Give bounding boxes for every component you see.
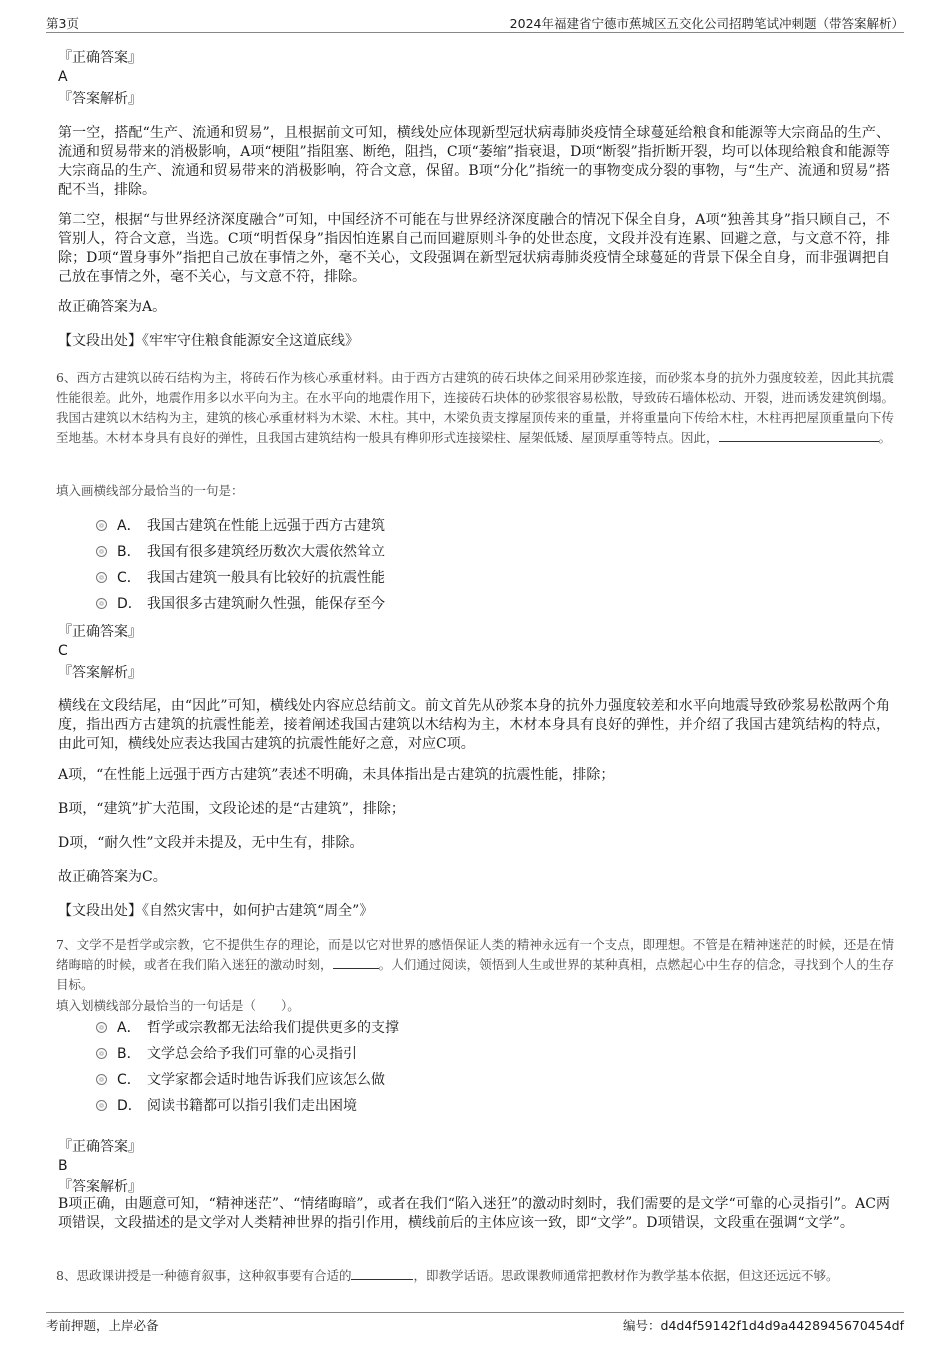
analysis-paragraph: D项，“耐久性”文段并未提及，无中生有，排除。: [58, 835, 364, 851]
correct-answer-label: 『正确答案』: [58, 1139, 142, 1155]
question-prompt: 填入画横线部分最恰当的一句是：: [56, 483, 244, 498]
radio-icon[interactable]: [96, 572, 107, 583]
source-citation: 【文段出处】《自然灾害中，如何护古建筑“周全”》: [58, 903, 374, 919]
analysis-paragraph: 第一空，搭配“生产、流通和贸易”，且根据前文可知，横线处应体现新型冠状病毒肺炎疫情全球蔓延给粮食和能源等大宗商品的生产、流通和贸易带来的消极影响，A项“梗阻”指阻塞、断绝，阻挡，C项“萎缩”指衰退，D项“断裂”指折断开裂，均可以体现给粮食和能源等大宗商品的生产、流通和贸易带来的消极影响，符合文意，保留。B项“分化”指统一的事物变成分裂的事物，与“生产、流通和贸易”搭配不当，排除。: [58, 125, 890, 198]
option-b[interactable]: B． 我国有很多建筑经历数次大震依然耸立: [96, 542, 385, 562]
radio-icon[interactable]: [96, 1100, 107, 1111]
analysis-paragraph: A项，“在性能上远强于西方古建筑”表述不明确，未具体指出是古建筑的抗震性能，排除；: [58, 767, 615, 783]
analysis-label: 『答案解析』: [58, 1179, 142, 1195]
correct-answer-label: 『正确答案』: [58, 50, 142, 66]
correct-answer-label: 『正确答案』: [58, 624, 142, 640]
radio-icon[interactable]: [96, 546, 107, 557]
question-text: 6、西方古建筑以砖石结构为主，将砖石作为核心承重材料。由于西方古建筑的砖石块体之间采用砂浆连接，而砂浆本身的抗外力强度较差，因此其抗震性能很差。此外，地震作用多以水平向为主。在水平向的地震作用下，连接砖石块体的砂浆很容易松散，导致砖石墙体松动、开裂，进而诱发建筑倒塌。我国古建筑以木结构为主，建筑的核心承重材料为木梁、木柱。其中，木梁负责支撑屋顶传来的重量，并将重量向下传给木柱，木柱再把屋顶重量向下传至地基。木材本身具有良好的弹性，且我国古建筑结构一般具有榫卯形式连接梁柱、屋架低矮、屋顶厚重等特点。因此，: [56, 370, 894, 445]
correct-answer-value: A: [58, 69, 68, 85]
option-a[interactable]: A． 哲学或宗教都无法给我们提供更多的支撑: [96, 1018, 399, 1038]
question-7-stem: 7、文学不是哲学或宗教，它不提供生存的理论，而是以它对世界的感悟保证人类的精神永远有一个支点，即理想。不管是在精神迷茫的时候，还是在情绪晦暗的时候，或者在我们陷入迷狂的激动时刻， 。人们通过阅读，领悟到人生或世界的某种真相，点燃起心中生存的信念，寻找到个人的生存目标。: [56, 937, 894, 992]
source-citation: 【文段出处】《牢牢守住粮食能源安全这道底线》: [58, 333, 359, 349]
radio-icon[interactable]: [96, 598, 107, 609]
analysis-paragraph: 横线在文段结尾，由“因此”可知，横线处内容应总结前文。前文首先从砂浆本身的抗外力强度较差和水平向地震导致砂浆易松散两个角度，指出西方古建筑的抗震性能差，接着阐述我国古建筑以木结构为主，木材本身具有良好的弹性，并介绍了我国古建筑结构的特点，由此可知，横线处应表达我国古建筑的抗震性能好之意，对应C项。: [58, 698, 890, 752]
conclusion-text: 故正确答案为C。: [58, 869, 167, 885]
option-d[interactable]: D． 阅读书籍都可以指引我们走出困境: [96, 1096, 357, 1116]
analysis-paragraph: B项，“建筑”扩大范围，文段论述的是“古建筑”，排除；: [58, 801, 405, 817]
analysis-paragraph: B项正确，由题意可知，“精神迷茫”、“情绪晦暗”，或者在我们“陷入迷狂”的激动时刻时，我们需要的是文学“可靠的心灵指引”。AC两项错误，文段描述的是文学对人类精神世界的指引作用，横线前后的主体应该一致，即“文学”。D项错误，文段重在强调“文学”。: [58, 1196, 890, 1231]
option-c[interactable]: C． 文学家都会适时地告诉我们应该怎么做: [96, 1070, 385, 1090]
question-prompt: 填入划横线部分最恰当的一句话是（ ）。: [56, 998, 300, 1013]
question-text: 7、文学不是哲学或宗教，它不提供生存的理论，而是以它对世界的感悟保证人类的精神永远有一个支点，即理想。不管是在精神迷茫的时候，还是在情绪晦暗的时候，或者在我们陷入迷狂的激动时刻，: [56, 937, 894, 972]
radio-icon[interactable]: [96, 1074, 107, 1085]
question-text: 8、思政课讲授是一种德育叙事，这种叙事要有合适的: [56, 1268, 352, 1283]
question-8-stem: 8、思政课讲授是一种德育叙事，这种叙事要有合适的 ，即教学话语。思政课教师通常把教材作为教学基本依据，但这还远远不够。: [56, 1268, 839, 1283]
fill-blank: [719, 428, 879, 442]
page-footer: [46, 1312, 904, 1333]
page-header: [46, 12, 904, 33]
radio-icon[interactable]: [96, 1022, 107, 1033]
conclusion-text: 故正确答案为A。: [58, 299, 167, 315]
document-title: 2024年福建省宁德市蕉城区五交化公司招聘笔试冲刺题（带答案解析）: [509, 16, 904, 31]
analysis-label: 『答案解析』: [58, 665, 142, 681]
analysis-paragraph: 第二空，根据“与世界经济深度融合”可知，中国经济不可能在与世界经济深度融合的情况下保全自身，A项“独善其身”指只顾自己，不管别人，符合文意，当选。C项“明哲保身”指因怕连累自己而回避原则斗争的处世态度，文段并没有连累、回避之意，与文意不符，排除；D项“置身事外”指把自己放在事情之外，毫不关心，文段强调在新型冠状病毒肺炎疫情全球蔓延的背景下保全自身，而非强调把自己放在事情之外，毫不关心，与文意不符，排除。: [58, 212, 890, 285]
radio-icon[interactable]: [96, 1048, 107, 1059]
page-number: 第3页: [46, 16, 79, 31]
option-a[interactable]: A． 我国古建筑在性能上远强于西方古建筑: [96, 516, 385, 536]
footer-slogan: 考前押题，上岸必备: [46, 1318, 159, 1333]
correct-answer-value: B: [58, 1158, 68, 1174]
document-code: 编号：d4d4f59142f1d4d9a4428945670454df: [623, 1318, 904, 1333]
option-b[interactable]: B． 文学总会给予我们可靠的心灵指引: [96, 1044, 357, 1064]
question-6-stem: 6、西方古建筑以砖石结构为主，将砖石作为核心承重材料。由于西方古建筑的砖石块体之间采用砂浆连接，而砂浆本身的抗外力强度较差，因此其抗震性能很差。此外，地震作用多以水平向为主。在水平向的地震作用下，连接砖石块体的砂浆很容易松散，导致砖石墙体松动、开裂，进而诱发建筑倒塌。我国古建筑以木结构为主，建筑的核心承重材料为木梁、木柱。其中，木梁负责支撑屋顶传来的重量，并将重量向下传给木柱，木柱再把屋顶重量向下传至地基。木材本身具有良好的弹性，且我国古建筑结构一般具有榫卯形式连接梁柱、屋架低矮、屋顶厚重等特点。因此， 。: [56, 370, 894, 445]
correct-answer-value: C: [58, 643, 68, 659]
option-d[interactable]: D． 我国很多古建筑耐久性强，能保存至今: [96, 594, 385, 614]
analysis-label: 『答案解析』: [58, 91, 142, 107]
fill-blank: [333, 955, 379, 969]
radio-icon[interactable]: [96, 520, 107, 531]
fill-blank: [351, 1266, 413, 1280]
option-c[interactable]: C． 我国古建筑一般具有比较好的抗震性能: [96, 568, 385, 588]
